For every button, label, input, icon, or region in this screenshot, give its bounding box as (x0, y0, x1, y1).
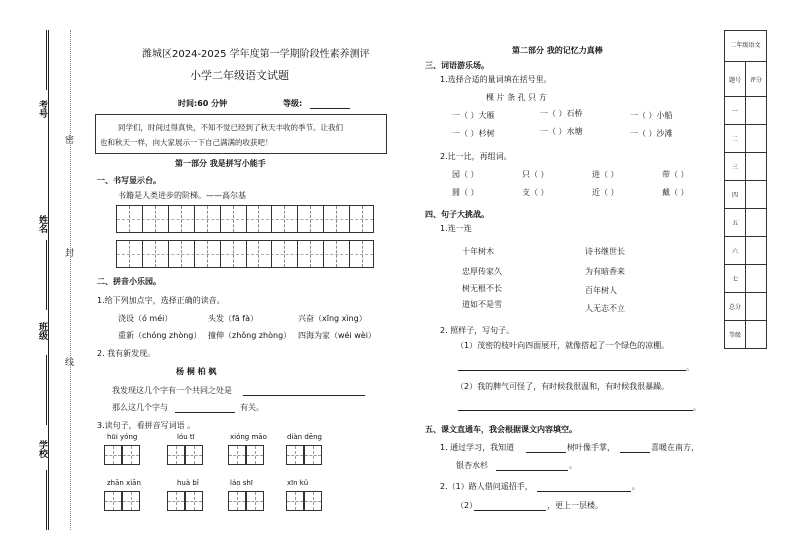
compare-item-6[interactable]: 支（ ） (522, 188, 549, 197)
intro-box (95, 114, 387, 154)
writing-grid-2[interactable] (116, 240, 374, 268)
fill-2a: 2.（1）路人借问遥招手， (440, 482, 533, 491)
fill-blank-4[interactable] (537, 482, 631, 492)
match-left-1[interactable]: 十年树木 (462, 247, 494, 256)
compare-item-1[interactable]: 园（ ） (452, 170, 479, 179)
score-cell[interactable] (746, 97, 767, 125)
q2-line-2a: 那么这几个字与 (112, 403, 168, 412)
answer-line-2[interactable] (458, 410, 693, 411)
seal-dotted-line (70, 30, 71, 530)
answer-cell[interactable] (104, 491, 122, 511)
binding-label-name: 姓名 (37, 215, 47, 233)
match-left-2[interactable]: 忠厚传家久 (462, 267, 502, 276)
pinyin-4: diàn dēng (287, 433, 322, 441)
section-3-heading: 三、词语游乐场。 (425, 61, 489, 70)
q2-line-2b: 有关。 (240, 403, 264, 412)
q2-blank-1[interactable] (243, 386, 365, 396)
compare-prompt: 2.比一比，再组词。 (440, 152, 512, 161)
reading-choice-4[interactable]: 重新（chóng zhòng） (118, 331, 202, 340)
fill-blank-5[interactable] (474, 501, 546, 511)
answer-cell[interactable] (185, 491, 203, 511)
compare-item-3[interactable]: 进（ ） (592, 170, 619, 179)
score-col-grade: 评分 (746, 62, 767, 97)
score-row-label: 六 (725, 237, 746, 265)
score-row-label: 二 (725, 125, 746, 153)
measure-item-5[interactable]: 一（ ）水塘 (540, 127, 583, 136)
measure-item-2[interactable]: 一（ ）石桥 (540, 109, 583, 118)
binding-blank-name (46, 240, 47, 310)
example-1: （1）茂密的枝叶向四面展开，就像搭起了一个绿色的凉棚。 (456, 341, 670, 350)
compare-item-2[interactable]: 只（ ） (522, 170, 549, 179)
pinyin-1: hūi yóng (107, 433, 138, 441)
fill-1d: 银杏水杉 (456, 461, 488, 470)
pinyin-2: lóu tī (177, 433, 195, 441)
fill-2-period: 。 (632, 482, 640, 491)
part1-title: 第一部分 我是拼写小能手 (175, 159, 266, 168)
intro-line-1: 同学们，时间过得真快，不知不觉已经到了秋天丰收的季节。让我们 (118, 123, 343, 132)
match-left-4[interactable]: 道如不是雪 (462, 300, 502, 309)
fill-blank-2[interactable] (620, 443, 650, 453)
q2-prompt: 2. 我有新发现。 (97, 349, 156, 358)
compare-item-4[interactable]: 带（ ） (662, 170, 689, 179)
fill-1b: 树叶像手掌， (567, 443, 615, 452)
compare-item-5[interactable]: 圆（ ） (452, 188, 479, 197)
q2-characters: 杨 桐 柏 枫 (176, 367, 217, 376)
score-table-header: 二年级语文 (725, 31, 767, 62)
fill-2c: ，更上一层楼。 (547, 501, 603, 510)
grade-blank[interactable] (310, 99, 350, 109)
exam-subtitle: 小学二年级语文试题 (190, 69, 289, 82)
binding-blank-class (46, 355, 47, 425)
exam-time: 时间:60 分钟 (178, 99, 228, 108)
match-left-3[interactable]: 树无根不长 (462, 284, 502, 293)
reading-choice-5[interactable]: 撞伸（zhǒng zhòng） (208, 331, 292, 340)
pinyin-7: láo shī (230, 479, 253, 487)
score-row-label: 四 (725, 181, 746, 209)
answer-cell[interactable] (228, 445, 246, 465)
fill-2b: （2） (456, 501, 478, 510)
pinyin-6: huà bǐ (177, 479, 199, 487)
measure-item-1[interactable]: 一（ ）大雁 (452, 111, 495, 120)
match-right-3[interactable]: 百年树人 (585, 286, 617, 295)
answer-line-2-period: 。 (693, 403, 701, 412)
score-row-label: 五 (725, 209, 746, 237)
fill-1-period: 。 (569, 461, 577, 470)
answer-cell[interactable] (122, 491, 140, 511)
binding-label-class: 班级 (37, 322, 47, 340)
section-2-heading: 二、拼音小乐园。 (97, 277, 161, 286)
measure-item-4[interactable]: 一（ ）杉树 (452, 129, 495, 138)
answer-cell[interactable] (122, 445, 140, 465)
imitate-prompt: 2. 照样子，写句子。 (440, 326, 515, 335)
q2-blank-2[interactable] (175, 403, 235, 413)
binding-blank-school (46, 470, 47, 530)
compare-item-8[interactable]: 戴（ ） (662, 188, 689, 197)
score-cell[interactable] (746, 153, 767, 181)
writing-grid-1[interactable] (116, 205, 374, 233)
binding-label-exam-number: 考号 (37, 100, 47, 118)
answer-line-1[interactable] (458, 370, 686, 371)
q3-prompt: 3.读句子，看拼音写词语 。 (97, 421, 196, 430)
answer-cell[interactable] (286, 445, 304, 465)
q1-prompt: 1.给下列加点字，选择正确的读音。 (97, 296, 225, 305)
section-1-heading: 一、书写显示台。 (97, 176, 161, 185)
q2-line-1: 我发现这几个字有一个共同之处是 (112, 386, 232, 395)
exam-grade: 等级: (283, 99, 303, 108)
part2-title: 第二部分 我的记忆力真棒 (512, 46, 603, 55)
score-row-label: 一 (725, 97, 746, 125)
fill-1a: 1. 通过学习，我知道 (440, 443, 515, 452)
seal-char-mi: 密 (63, 135, 73, 144)
score-cell[interactable] (746, 209, 767, 237)
score-row-label: 等级 (725, 321, 746, 349)
section-4-heading: 四、句子大挑战。 (425, 210, 489, 219)
answer-cell[interactable] (185, 445, 203, 465)
answer-cell[interactable] (304, 491, 322, 511)
score-row-label: 总分 (725, 293, 746, 321)
score-col-number: 题号 (725, 62, 746, 97)
fill-1c: 喜暖在南方， (651, 443, 699, 452)
reading-choice-1[interactable]: 浇设（ó méi） (118, 314, 173, 323)
score-cell[interactable] (746, 321, 767, 349)
score-cell[interactable] (746, 265, 767, 293)
score-cell[interactable] (746, 237, 767, 265)
compare-item-7[interactable]: 近（ ） (592, 188, 619, 197)
answer-cell[interactable] (246, 445, 264, 465)
match-prompt: 1.连一连 (440, 224, 472, 233)
match-right-1[interactable]: 诗书继世长 (585, 247, 625, 256)
seal-char-xian: 线 (63, 357, 73, 366)
answer-cell[interactable] (167, 491, 185, 511)
measure-prompt: 1.选择合适的量词填在括号里。 (440, 75, 552, 84)
score-table (724, 30, 767, 349)
example-2: （2）我的脾气可怪了，有时候我很温和，有时候我很暴躁。 (456, 382, 670, 391)
score-cell[interactable] (746, 125, 767, 153)
answer-cell[interactable] (304, 445, 322, 465)
reading-choice-2[interactable]: 头发（fā fà） (208, 314, 258, 323)
reading-choice-3[interactable]: 兴奋（xīng xìng） (298, 314, 367, 323)
pinyin-8: xīn kǔ (287, 479, 309, 487)
score-row-label: 三 (725, 153, 746, 181)
answer-cell[interactable] (228, 491, 246, 511)
measure-words: 棵 片 条 孔 只 方 (486, 93, 547, 102)
measure-item-6[interactable]: 一（ ）沙滩 (630, 129, 673, 138)
match-right-2[interactable]: 为有暗香来 (585, 267, 625, 276)
answer-line-1-period: 。 (686, 363, 694, 372)
intro-line-2: 也和秋天一样，向大家展示一下自己满满的收获吧！ (100, 138, 273, 147)
binding-label-school: 学校 (37, 440, 47, 458)
exam-title: 潍城区2024-2025 学年度第一学期阶段性素养测评 (142, 49, 370, 60)
fill-blank-1[interactable] (526, 443, 566, 453)
reading-choice-6[interactable]: 四海为家（wéi wèi） (298, 331, 376, 340)
match-right-4[interactable]: 人无志不立 (585, 304, 625, 313)
answer-cell[interactable] (167, 445, 185, 465)
answer-cell[interactable] (104, 445, 122, 465)
section-5-heading: 五、课文直通车，我会根据课文内容填空。 (425, 425, 577, 434)
fill-blank-3[interactable] (496, 461, 568, 471)
answer-cell[interactable] (246, 491, 264, 511)
measure-item-3[interactable]: 一（ ）小船 (630, 111, 673, 120)
score-cell[interactable] (746, 293, 767, 321)
score-row-label: 七 (725, 265, 746, 293)
pinyin-3: xióng māo (230, 433, 267, 441)
seal-char-feng: 封 (63, 248, 73, 257)
binding-blank-exam-number (46, 30, 47, 90)
score-cell[interactable] (746, 181, 767, 209)
copy-sentence: 书籍是人类进步的阶梯。——高尔基 (118, 191, 246, 200)
answer-cell[interactable] (286, 491, 304, 511)
pinyin-5: zhān xiān (107, 479, 141, 487)
